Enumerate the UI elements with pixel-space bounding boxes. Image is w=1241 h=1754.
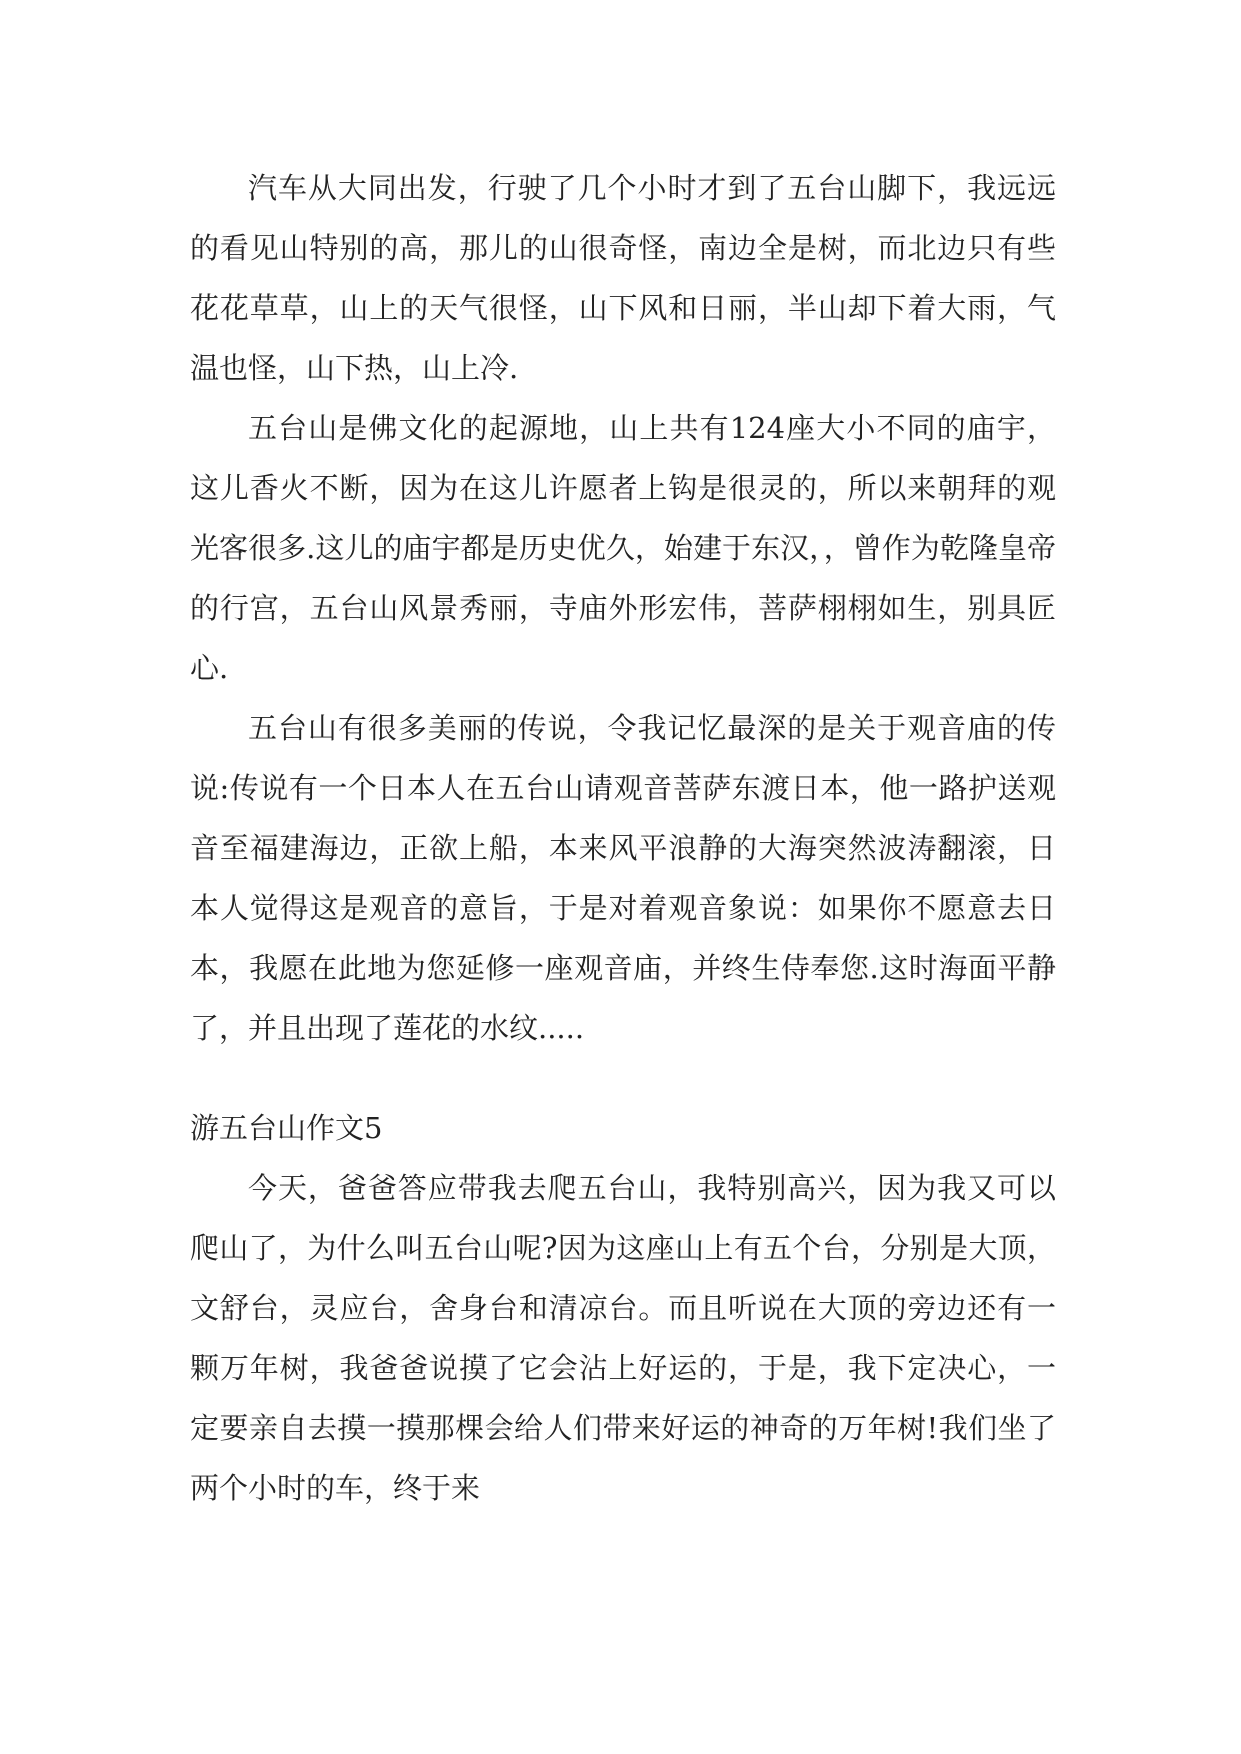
document-body [190, 158, 1056, 1518]
paragraph-trip-arrival: 汽车从大同出发，行驶了几个小时才到了五台山脚下，我远远的看见山特别的高，那儿的山很奇怪，南边全是树，而北边只有些花花草草，山上的天气很怪，山下风和日丽，半山却下着大雨，气温也怪，山下热，山上冷. [190, 171, 1056, 385]
paragraph-guanyin-legend: 五台山有很多美丽的传说，令我记忆最深的是关于观音庙的传说:传说有一个日本人在五台山请观音菩萨东渡日本，他一路护送观音至福建海边，正欲上船，本来风平浪静的大海突然波涛翻滚，日本人觉得这是观音的意旨，于是对着观音象说：如果你不愿意去日本，我愿在此地为您延修一座观音庙，并终生侍奉您.这时海面平静了，并且出现了莲花的水纹..... [190, 711, 1056, 1045]
paragraph-temples: 五台山是佛文化的起源地，山上共有124座大小不同的庙宇，这儿香火不断，因为在这儿许愿者上钩是很灵的，所以来朝拜的观光客很多.这儿的庙宇都是历史优久，始建于东汉，，曾作为乾隆皇帝的行宫，五台山风景秀丽，寺庙外形宏伟，菩萨栩栩如生，别具匠心. [190, 411, 1056, 685]
paragraph-climb-start: 今天，爸爸答应带我去爬五台山，我特别高兴，因为我又可以爬山了，为什么叫五台山呢?因为这座山上有五个台，分别是大顶，文舒台，灵应台，舍身台和清凉台。而且听说在大顶的旁边还有一颗万年树，我爸爸说摸了它会沾上好运的，于是，我下定决心，一定要亲自去摸一摸那棵会给人们带来好运的神奇的万年树!我们坐了两个小时的车，终于来 [190, 1171, 1056, 1505]
section-title: 游五台山作文5 [190, 1111, 383, 1145]
